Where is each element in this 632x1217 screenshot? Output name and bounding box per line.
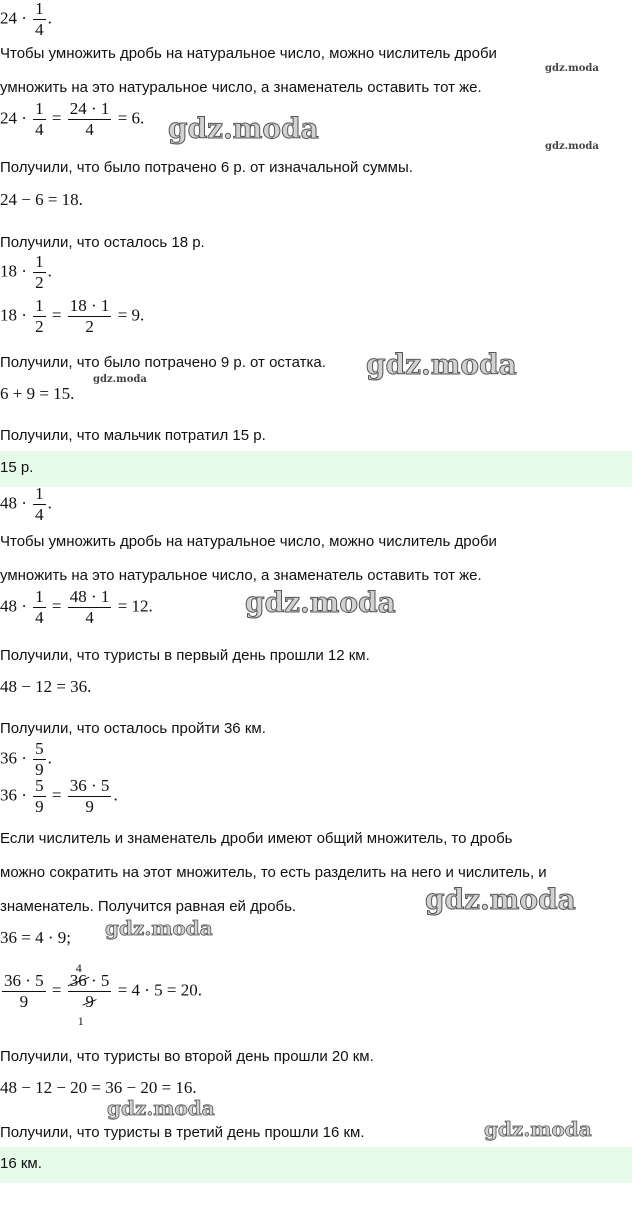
watermark-big: gdz.moda	[245, 586, 396, 619]
spent-second: Получили, что было потрачено 9 р. от остатка.	[0, 354, 326, 371]
day3-distance: Получили, что туристы в третий день прошли 16 км.	[0, 1124, 365, 1141]
day2-distance: Получили, что туристы во второй день прошли 20 км.	[0, 1048, 374, 1065]
watermark-small: gdz.moda	[545, 63, 599, 74]
watermark-mid: gdz.moda	[105, 916, 213, 940]
watermark-big: gdz.moda	[366, 348, 517, 381]
expr-24-times-quarter: 24 · $\frac{1}{4}$ .	[0, 0, 52, 39]
watermark-big: gdz.moda	[168, 112, 319, 145]
calc-24-quarter: 24 · $\frac{1}{4}$ = $\frac{24 \cdot 1}{4}$ = 6.	[0, 99, 145, 139]
calc-remaining: 48 − 12 − 20 = 36 − 20 = 16.	[0, 1078, 197, 1097]
expr-18-times-half: 18 · $\frac{1}{2}$ .	[0, 252, 52, 292]
calc-18-half: 18 · $\frac{1}{2}$ = $\frac{18 \cdot 1}{2}$ = 9.	[0, 296, 145, 336]
calc-48-minus-12: 48 − 12 = 36.	[0, 677, 92, 696]
reduce-text-line1: Если числитель и знаменатель дроби имеют общий множитель, то дробь	[0, 830, 513, 847]
cancel-calc: $\frac{36 \cdot 5}{9}$ = 36 · 5 9 4 1 = 4 · 5 = 20.	[4, 961, 203, 1028]
left-distance: Получили, что осталось пройти 36 км.	[0, 720, 266, 737]
expr-48-times-quarter: 48 · $\frac{1}{4}$ .	[0, 484, 52, 524]
answer-text-2: 16 км.	[0, 1155, 42, 1172]
watermark-mid: gdz.moda	[107, 1096, 215, 1120]
answer-box-1	[0, 451, 632, 487]
rule-text-line1: Чтобы умножить дробь на натуральное число, можно числитель дроби	[0, 45, 497, 62]
watermark-small: gdz.moda	[545, 141, 599, 152]
total-spent: Получили, что мальчик потратил 15 р.	[0, 427, 266, 444]
factor-36: 36 = 4 · 9;	[0, 928, 71, 947]
reduce-text-line3: знаменатель. Получится равная ей дробь.	[0, 898, 297, 915]
rule2-text-line2: умножить на это натуральное число, а знаменатель оставить тот же.	[0, 567, 482, 584]
watermark-small: gdz.moda	[93, 374, 147, 385]
watermark-mid: gdz.moda	[484, 1117, 592, 1141]
calc-48-quarter: 48 · $\frac{1}{4}$ = $\frac{48 \cdot 1}{4}$ = 12.	[0, 587, 153, 627]
rule-text-line2: умножить на это натуральное число, а знаменатель оставить тот же.	[0, 79, 482, 96]
cancel-bottom-digit: 1	[77, 1014, 84, 1028]
calc-24-minus-6: 24 − 6 = 18.	[0, 190, 83, 209]
answer-box-2	[0, 1147, 632, 1183]
reduce-text-line2: можно сократить на этот множитель, то есть разделить на него и числитель, и	[0, 864, 547, 881]
answer-text-1: 15 р.	[0, 459, 34, 476]
day1-distance: Получили, что туристы в первый день прошли 12 км.	[0, 647, 370, 664]
expr-36-times-five-ninths: 36 · $\frac{5}{9}$ .	[0, 739, 52, 779]
left-after-first: Получили, что осталось 18 р.	[0, 234, 205, 251]
watermark-big: gdz.moda	[425, 883, 576, 916]
spent-first: Получили, что было потрачено 6 р. от изначальной суммы.	[0, 159, 413, 176]
calc-6-plus-9: 6 + 9 = 15.	[0, 384, 75, 403]
cancel-top-digit: 4	[75, 961, 82, 975]
rule2-text-line1: Чтобы умножить дробь на натуральное число, можно числитель дроби	[0, 533, 497, 550]
calc-36-five-ninths: 36 · $\frac{5}{9}$ = $\frac{36 \cdot 5}{9}$ .	[0, 776, 118, 816]
